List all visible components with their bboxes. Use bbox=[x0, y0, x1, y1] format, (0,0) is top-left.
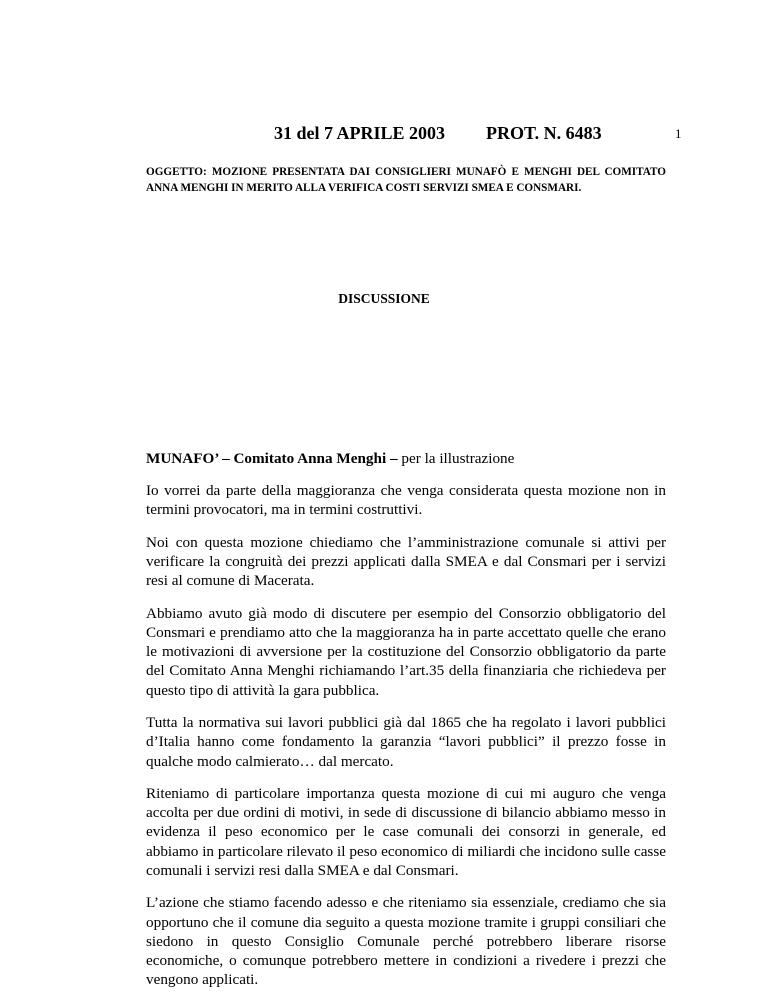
speaker-group: – Comitato Anna Menghi – bbox=[218, 450, 402, 467]
paragraph: Noi con questa mozione chiediamo che l’amministrazione comunale si attivi per verificare la congruità dei prezzi applicati dalla SMEA e dal Consmari per i servizi resi al comune di Macerata. bbox=[146, 533, 666, 590]
page-number: 1 bbox=[675, 126, 682, 141]
paragraph: Tutta la normativa sui lavori pubblici già dal 1865 che ha regolato i lavori pubblici d’Italia hanno come fondamento la garanzia “lavori pubblici” il prezzo fosse in qualche modo calmierato… dal mercato. bbox=[146, 714, 666, 770]
paragraph: L’azione che stiamo facendo adesso e che riteniamo sia essenziale, crediamo che sia opportuno che il comune dia seguito a questa mozione tramite i gruppi consiliari che siedono in questo Consiglio Comunale perché potrebbero liberare risorse economiche, o comunque potrebbero mettere in condizioni a rivedere i prezzi che vengono applicati. bbox=[146, 894, 666, 989]
paragraph: Riteniamo di particolare importanza questa mozione di cui mi auguro che venga accolta per due ordini di motivi, in sede di discussione di bilancio abbiamo messo in evidenza il peso economico per le case comunali dei consorzi in generale, ed abbiamo in particolare rilevato il peso economico di miliardi che incidono sulle casse comunali i servizi resi dalla SMEA e dal Consmari. bbox=[146, 785, 666, 879]
paragraph: Abbiamo avuto già modo di discutere per esempio del Consorzio obbligatorio del Consmari e prendiamo atto che la maggioranza ha in parte accettato quelle che erano le motivazioni di avversione per la costituzione del Consorzio obbligatorio da parte del Comitato Anna Menghi richiamando l’art.35 della finanziaria che richiedeva per questo tipo di attività la gara pubblica. bbox=[146, 604, 666, 699]
protocol-number: PROT. N. 6483 bbox=[486, 123, 602, 143]
paragraph: Io vorrei da parte della maggioranza che venga considerata questa mozione non in termini provocatori, ma in termini costruttivi. bbox=[146, 482, 666, 519]
section-title: DISCUSSIONE bbox=[338, 291, 430, 306]
speaker-note: per la illustrazione bbox=[401, 450, 515, 467]
speaker-line bbox=[146, 449, 666, 468]
discussion-body bbox=[146, 449, 666, 1003]
speaker-name: MUNAFO’ bbox=[146, 450, 219, 467]
document-header bbox=[274, 123, 682, 144]
delibera-reference: 31 del 7 APRILE 2003 bbox=[274, 123, 446, 143]
subject-line: OGGETTO: MOZIONE PRESENTATA DAI CONSIGLIERI MUNAFÒ E MENGHI DEL COMITATO ANNA MENGHI IN MERITO ALLA VERIFICA COSTI SERVIZI SMEA E CONSMARI. bbox=[146, 166, 666, 194]
